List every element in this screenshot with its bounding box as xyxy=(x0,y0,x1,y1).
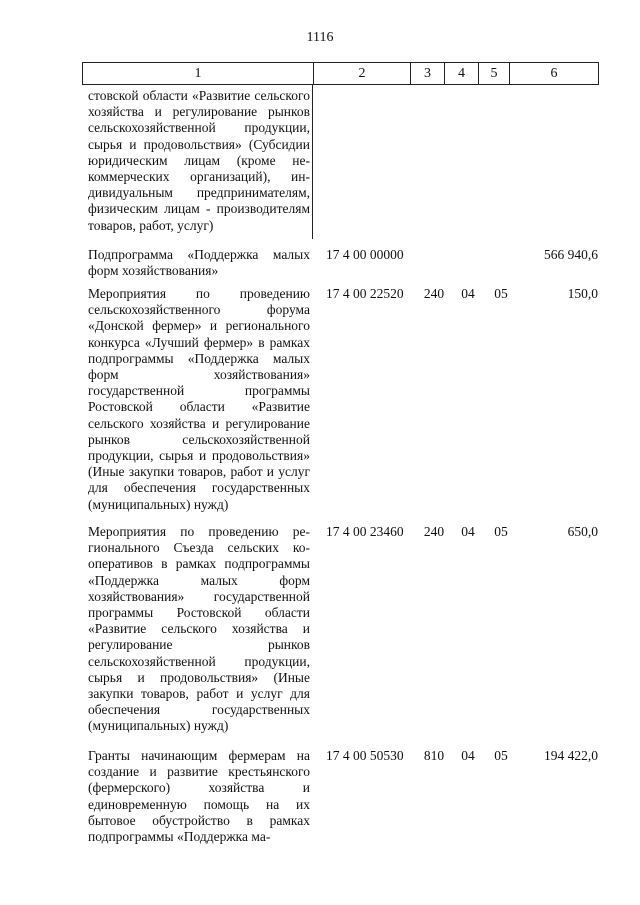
row-code: 17 4 00 00000 xyxy=(326,247,404,262)
row-description: Мероприятия по проведению регионального Съезда сельских кооперативов в рамках подпрограммы «Поддержка малых форм хозяйствования» государственной программы Ростовской области «Развитие сельского хозяйства и регулирование рынков сельскохозяйственной продукции, сырья и продовольствия» (Иные закупки товаров, работ и услуг для обеспечения государственных (муниципальных) нужд) xyxy=(88,524,310,734)
row-section: 04 xyxy=(461,286,475,301)
table-header-row xyxy=(82,62,599,85)
row-code: 17 4 00 23460 xyxy=(326,524,404,539)
row-description: Мероприятия по проведению сельскохозяйственного форума «Донской фермер» и регионального конкурса «Лучший фермер» в рамках подпрограммы «Поддержка малых форм хозяйствования» государственной программы Ростовской области «Развитие сельского хозяйства и регулирование рынков сельскохозяйственной продукции, сырья и продовольствия» (Иные закупки товаров, работ и услуг для обеспечения государственных (муниципальных) нужд) xyxy=(88,286,310,512)
row-description: Гранты начинающим фермерам на создание и развитие крестьянского (фермерского) хозяйства и единовременную помощь на их бытовое обустройство в рамках подпрограммы «Поддержка ма- xyxy=(88,748,310,845)
row-code: 17 4 00 50530 xyxy=(326,748,404,763)
row-expense-type: 240 xyxy=(423,286,445,301)
column-header-3: 3 xyxy=(411,63,445,84)
row-subsection: 05 xyxy=(494,524,508,539)
row-description: Подпрограмма «Поддержка малых форм хозяйствования» xyxy=(88,247,310,279)
row-section: 04 xyxy=(461,524,475,539)
column-header-5: 5 xyxy=(479,63,510,84)
row-amount: 566 940,6 xyxy=(544,247,598,262)
column-header-6: 6 xyxy=(550,66,558,81)
column-header-4: 4 xyxy=(445,63,479,84)
row-subsection: 05 xyxy=(494,748,508,763)
row-amount: 194 422,0 xyxy=(544,748,598,763)
page-number: 1116 xyxy=(306,30,334,45)
row-amount: 650,0 xyxy=(567,524,598,539)
row-code: 17 4 00 22520 xyxy=(326,286,404,301)
row-expense-type: 810 xyxy=(423,748,445,763)
column-divider xyxy=(312,84,313,239)
row-expense-type: 240 xyxy=(423,524,445,539)
column-header-2: 2 xyxy=(314,63,411,84)
row-description: стовской области «Развитие сельского хозяйства и регулирование рынков сельскохозяйственной продукции, сырья и продовольствия» (Субсидии юридическим лицам (кроме некоммерческих организаций), индивидуальным предпринимателям, физическим лицам - производителям товаров, работ, услуг) xyxy=(88,88,310,233)
row-subsection: 05 xyxy=(494,286,508,301)
row-section: 04 xyxy=(461,748,475,763)
row-amount: 150,0 xyxy=(567,286,598,301)
column-header-1: 1 xyxy=(83,63,314,84)
